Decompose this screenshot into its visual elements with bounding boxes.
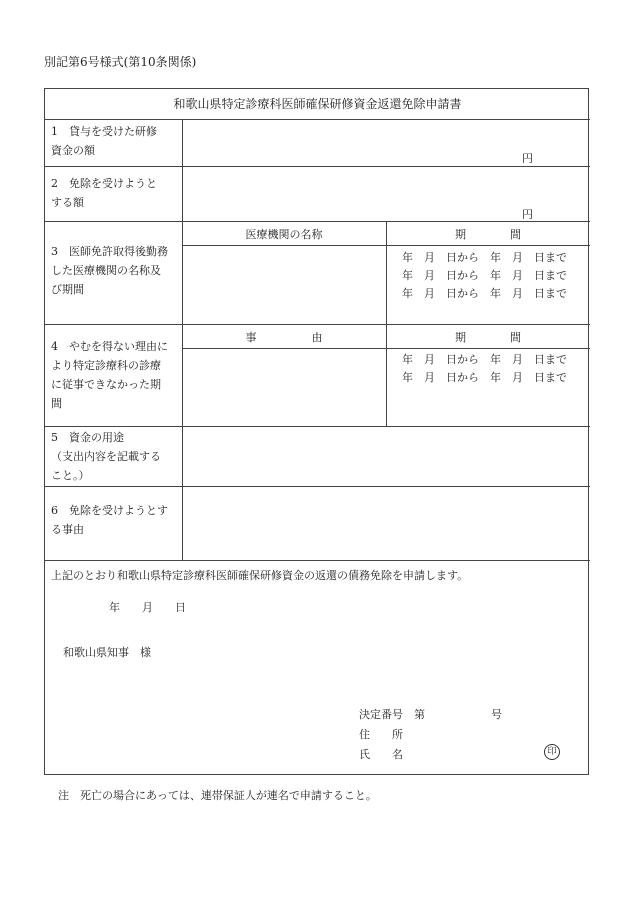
statement-text: 上記のとおり和歌山県特定診療科医師確保研修資金の返還の債務免除を申請します。	[51, 569, 469, 582]
date-line: 年 月 日	[109, 601, 186, 614]
decision-number: 決定番号 第 号	[359, 708, 502, 721]
row3-period-2: 年 月 日から 年 月 日まで	[402, 269, 567, 282]
form-number: 別記第6号様式(第10条関係)	[44, 55, 197, 69]
divider	[45, 324, 590, 325]
row4-col-reason: 事 由	[245, 331, 323, 344]
row3-period-1: 年 月 日から 年 月 日まで	[402, 251, 567, 264]
row2-label: 2 免除を受けようと する額	[51, 177, 157, 209]
row3-col-period: 期 間	[455, 228, 521, 241]
row4-period-1: 年 月 日から 年 月 日まで	[402, 353, 567, 366]
row6-label: 6 免除を受けようとす る事由	[51, 504, 168, 536]
row3-col-institution: 医療機関の名称	[245, 228, 323, 241]
row4-label: 4 やむを得ない理由に より特定診療科の診療 に従事できなかった期 間	[51, 340, 168, 410]
divider	[45, 486, 590, 487]
row3-period-3: 年 月 日から 年 月 日まで	[402, 287, 567, 300]
divider	[45, 221, 590, 222]
divider	[45, 560, 590, 561]
footnote: 注 死亡の場合にあっては、連帯保証人が連名で申請すること。	[58, 789, 377, 802]
form-title: 和歌山県特定診療科医師確保研修資金返還免除申請書	[173, 97, 462, 111]
addressee: 和歌山県知事 様	[63, 646, 151, 659]
divider	[45, 426, 590, 427]
row1-unit: 円	[522, 152, 533, 165]
row4-period-2: 年 月 日から 年 月 日まで	[402, 371, 567, 384]
column-divider	[386, 221, 387, 426]
row1-label: 1 貸与を受けた研修 資金の額	[51, 125, 157, 157]
divider	[45, 166, 590, 167]
seal-mark: 印	[544, 744, 560, 760]
row4-col-period: 期 間	[455, 331, 521, 344]
row3-label: 3 医師免許取得後勤務 した医療機関の名称及 び期間	[51, 245, 168, 296]
row2-unit: 円	[522, 208, 533, 221]
application-form	[44, 88, 589, 775]
divider	[45, 119, 590, 120]
name-label: 氏 名	[359, 748, 403, 761]
address-label: 住 所	[359, 728, 403, 741]
row5-label: 5 資金の用途 （支出内容を記載する こと。）	[51, 431, 161, 482]
